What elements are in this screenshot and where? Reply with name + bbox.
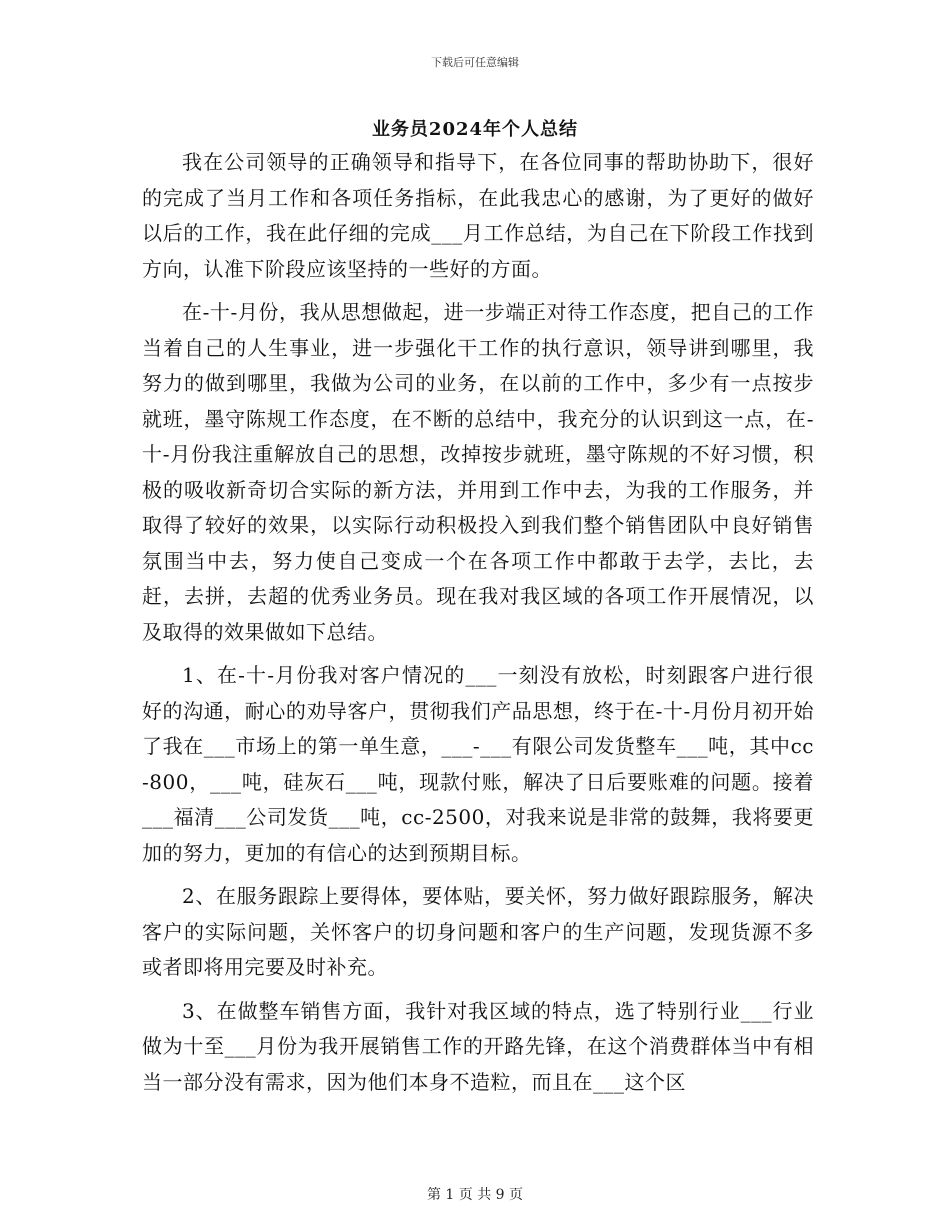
paragraph-3: 1、在-十-月份我对客户情况的___一刻没有放松，时刻跟客户进行很好的沟通，耐心的劝导客户，贯彻我们产品思想，终于在-十-月份月初开始了我在___市场上的第一单生意，___-___有限公司发货整车___吨，其中cc-800，___吨，硅灰石___吨，现款付账，解决了日后要账难的问题。接着___福清___公司发货___吨，cc-2500，对我来说是非常的鼓舞，我将要更加的努力，更加的有信心的达到预期目标。 xyxy=(142,663,814,865)
page-number-footer: 第 1 页 共 9 页 xyxy=(426,1187,524,1203)
page-header-note: 下载后可任意编辑 xyxy=(431,56,519,69)
paragraph-4: 2、在服务跟踪上要得体，要体贴，要关怀，努力做好跟踪服务，解决客户的实际问题，关怀客户的切身问题和客户的生产问题，发现货源不多或者即将用完要及时补充。 xyxy=(142,884,814,979)
paragraph-2: 在-十-月份，我从思想做起，进一步端正对待工作态度，把自己的工作当着自己的人生事业，进一步强化干工作的执行意识，领导讲到哪里，我努力的做到哪里，我做为公司的业务，在以前的工作中，多少有一点按步就班，墨守陈规工作态度，在不断的总结中，我充分的认识到这一点，在-十-月份我注重解放自己的思想，改掉按步就班，墨守陈规的不好习惯，积极的吸收新奇切合实际的新方法，并用到工作中去，为我的工作服务，并取得了较好的效果，以实际行动积极投入到我们整个销售团队中良好销售氛围当中去，努力使自己变成一个在各项工作中都敢于去学，去比，去赶，去拼，去超的优秀业务员。现在我对我区域的各项工作开展情况，以及取得的效果做如下总结。 xyxy=(142,300,814,644)
document-title: 业务员2024年个人总结 xyxy=(371,119,579,140)
paragraph-1: 我在公司领导的正确领导和指导下，在各位同事的帮助协助下，很好的完成了当月工作和各项任务指标，在此我忠心的感谢，为了更好的做好以后的工作，我在此仔细的完成___月工作总结，为自己在下阶段工作找到方向，认准下阶段应该坚持的一些好的方面。 xyxy=(142,150,814,281)
paragraph-5: 3、在做整车销售方面，我针对我区域的特点，选了特别行业___行业做为十至___月份为我开展销售工作的开路先锋，在这个消费群体当中有相当一部分没有需求，因为他们本身不造粒，而且在___这个区 xyxy=(142,998,814,1094)
document-body xyxy=(142,145,814,1108)
